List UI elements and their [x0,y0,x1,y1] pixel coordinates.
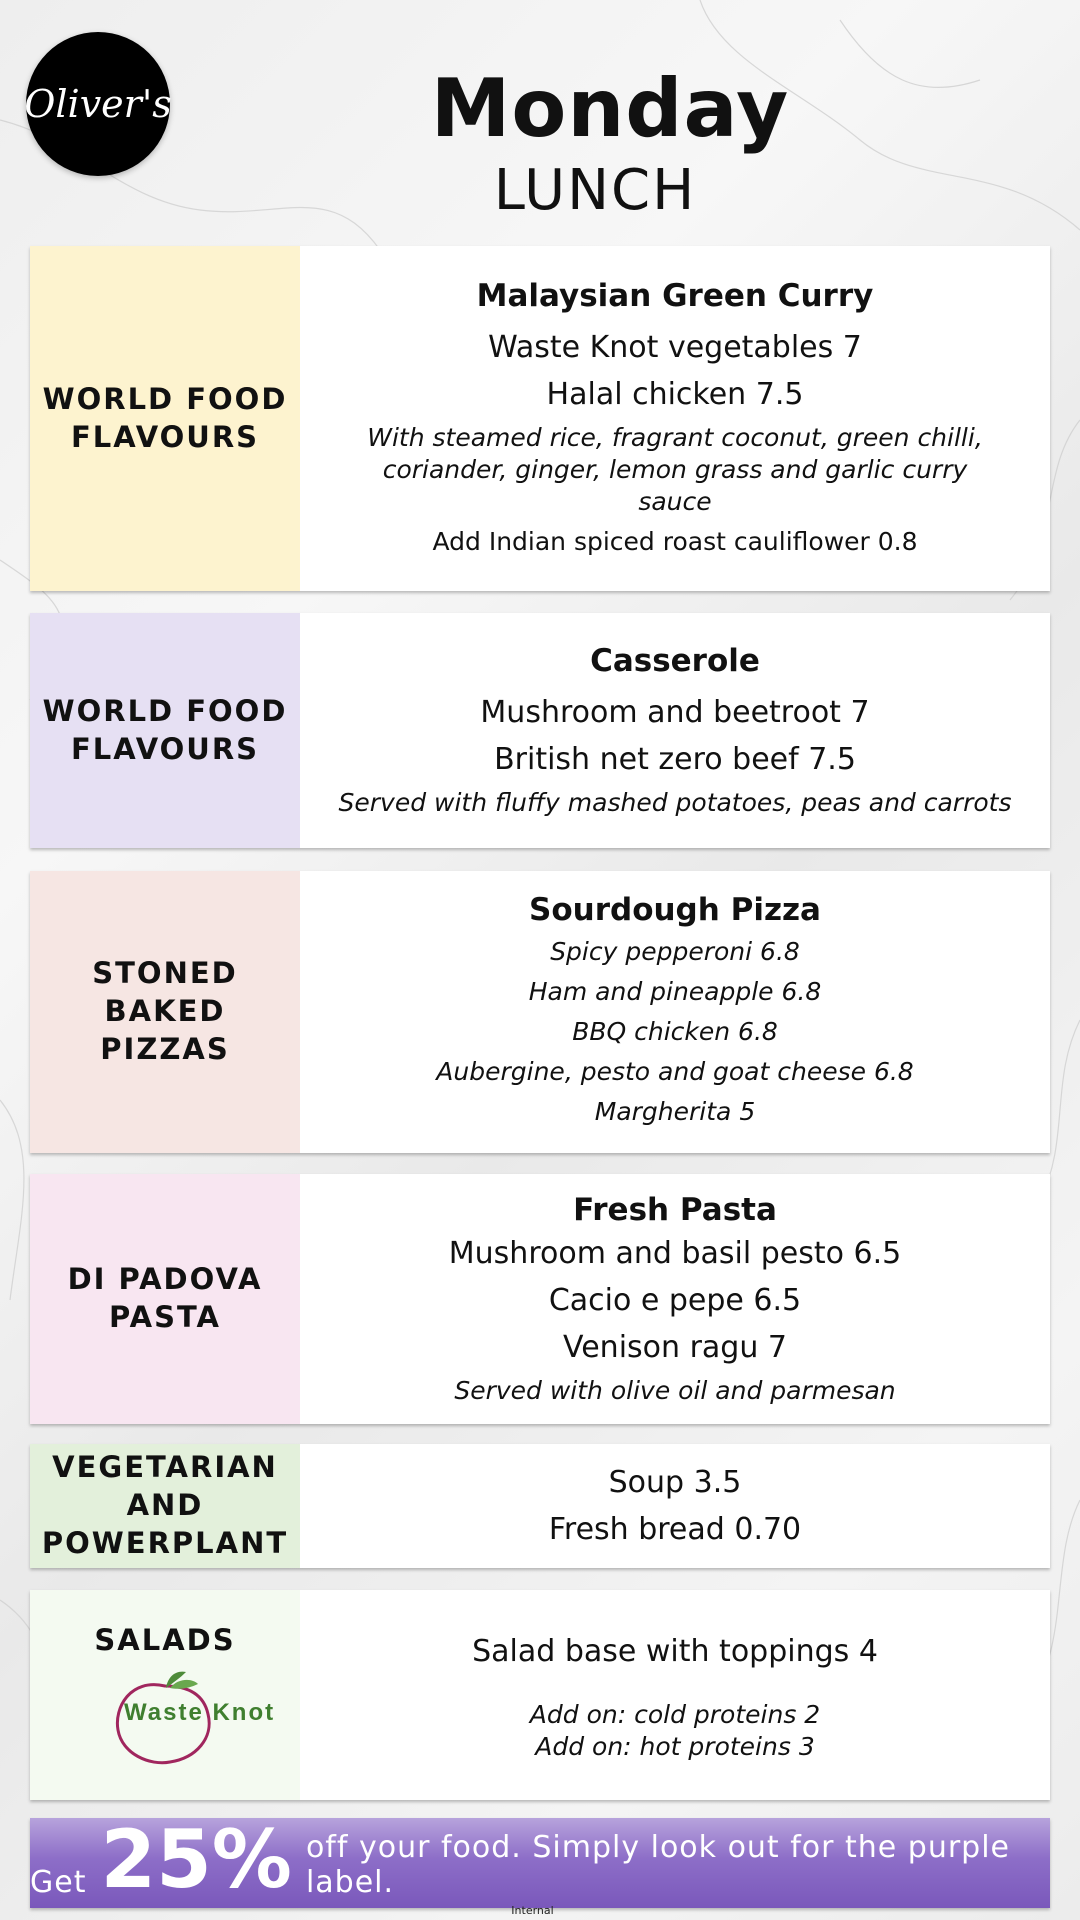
category-label: WORLD FOOD FLAVOURS [30,613,300,848]
menu-item: Venison ragu 7 [563,1329,787,1365]
menu-item: Fresh bread 0.70 [548,1512,802,1547]
add-on-note: Add Indian spiced roast cauliflower 0.8 [432,526,918,556]
promo-text: off your food. Simply look out for the purple label. [305,1830,1011,1900]
discount-banner [30,1813,1050,1908]
menu-section-pasta [30,1174,1050,1424]
logo-text: Oliver's [24,82,172,126]
waste-knot-logo-icon [110,1668,276,1768]
dish-title: Sourdough Pizza [529,892,821,928]
logo-lettering: Waste Knot [124,1698,276,1726]
day-title: Monday [430,62,790,155]
menu-item: Aubergine, pesto and goat cheese 6.8 [436,1057,914,1086]
menu-item: Soup 3.5 [608,1465,742,1500]
promo-percent: 25% [100,1813,292,1906]
category-label: DI PADOVA PASTA [30,1174,300,1424]
menu-section-salads [30,1590,1050,1800]
section-body [300,613,1050,848]
menu-item: Cacio e pepe 6.5 [548,1282,802,1318]
section-body [300,1174,1050,1424]
category-cell [30,1590,300,1800]
menu-item: Salad base with toppings 4 [472,1633,878,1669]
menu-item: Mushroom and basil pesto 6.5 [448,1235,902,1271]
classification-footnote: Internal [511,1904,554,1917]
dish-title: Malaysian Green Curry [476,277,874,314]
section-body [300,871,1050,1153]
section-body [300,246,1050,591]
menu-section-pizzas [30,871,1050,1153]
section-body [300,1590,1050,1800]
menu-item: Ham and pineapple 6.8 [528,977,822,1006]
menu-item: Margherita 5 [594,1097,756,1126]
menu-item: Waste Knot vegetables 7 [488,329,862,365]
category-label: WORLD FOOD FLAVOURS [30,246,300,591]
dish-title: Casserole [590,642,760,679]
meal-title: LUNCH [493,158,697,223]
dish-title: Fresh Pasta [573,1191,777,1228]
menu-item: Spicy pepperoni 6.8 [550,937,800,966]
menu-section-world-food-casserole [30,613,1050,848]
add-on-item: Add on: cold proteins 2 [529,1699,821,1729]
dish-description: Served with fluffy mashed potatoes, peas and carrots [338,787,1012,817]
section-body [300,1444,1050,1568]
menu-section-world-food-curry [30,246,1050,591]
menu-item: Mushroom and beetroot 7 [480,694,870,730]
olivers-logo [26,32,170,176]
menu-item: BBQ chicken 6.8 [572,1017,778,1046]
add-on-item: Add on: hot proteins 3 [535,1731,815,1761]
promo-get-text: Get [30,1865,87,1900]
category-label: STONED BAKED PIZZAS [30,871,300,1153]
menu-section-vegetarian [30,1444,1050,1568]
menu-item: British net zero beef 7.5 [494,741,856,777]
menu-item: Halal chicken 7.5 [546,376,804,412]
dish-description: Served with olive oil and parmesan [454,1375,896,1405]
category-label: VEGETARIAN AND POWERPLANT [30,1444,300,1568]
category-label: SALADS [94,1623,236,1658]
dish-description: With steamed rice, fragrant coconut, green chilli, coriander, ginger, lemon grass and garlic curry sauce [367,422,983,516]
